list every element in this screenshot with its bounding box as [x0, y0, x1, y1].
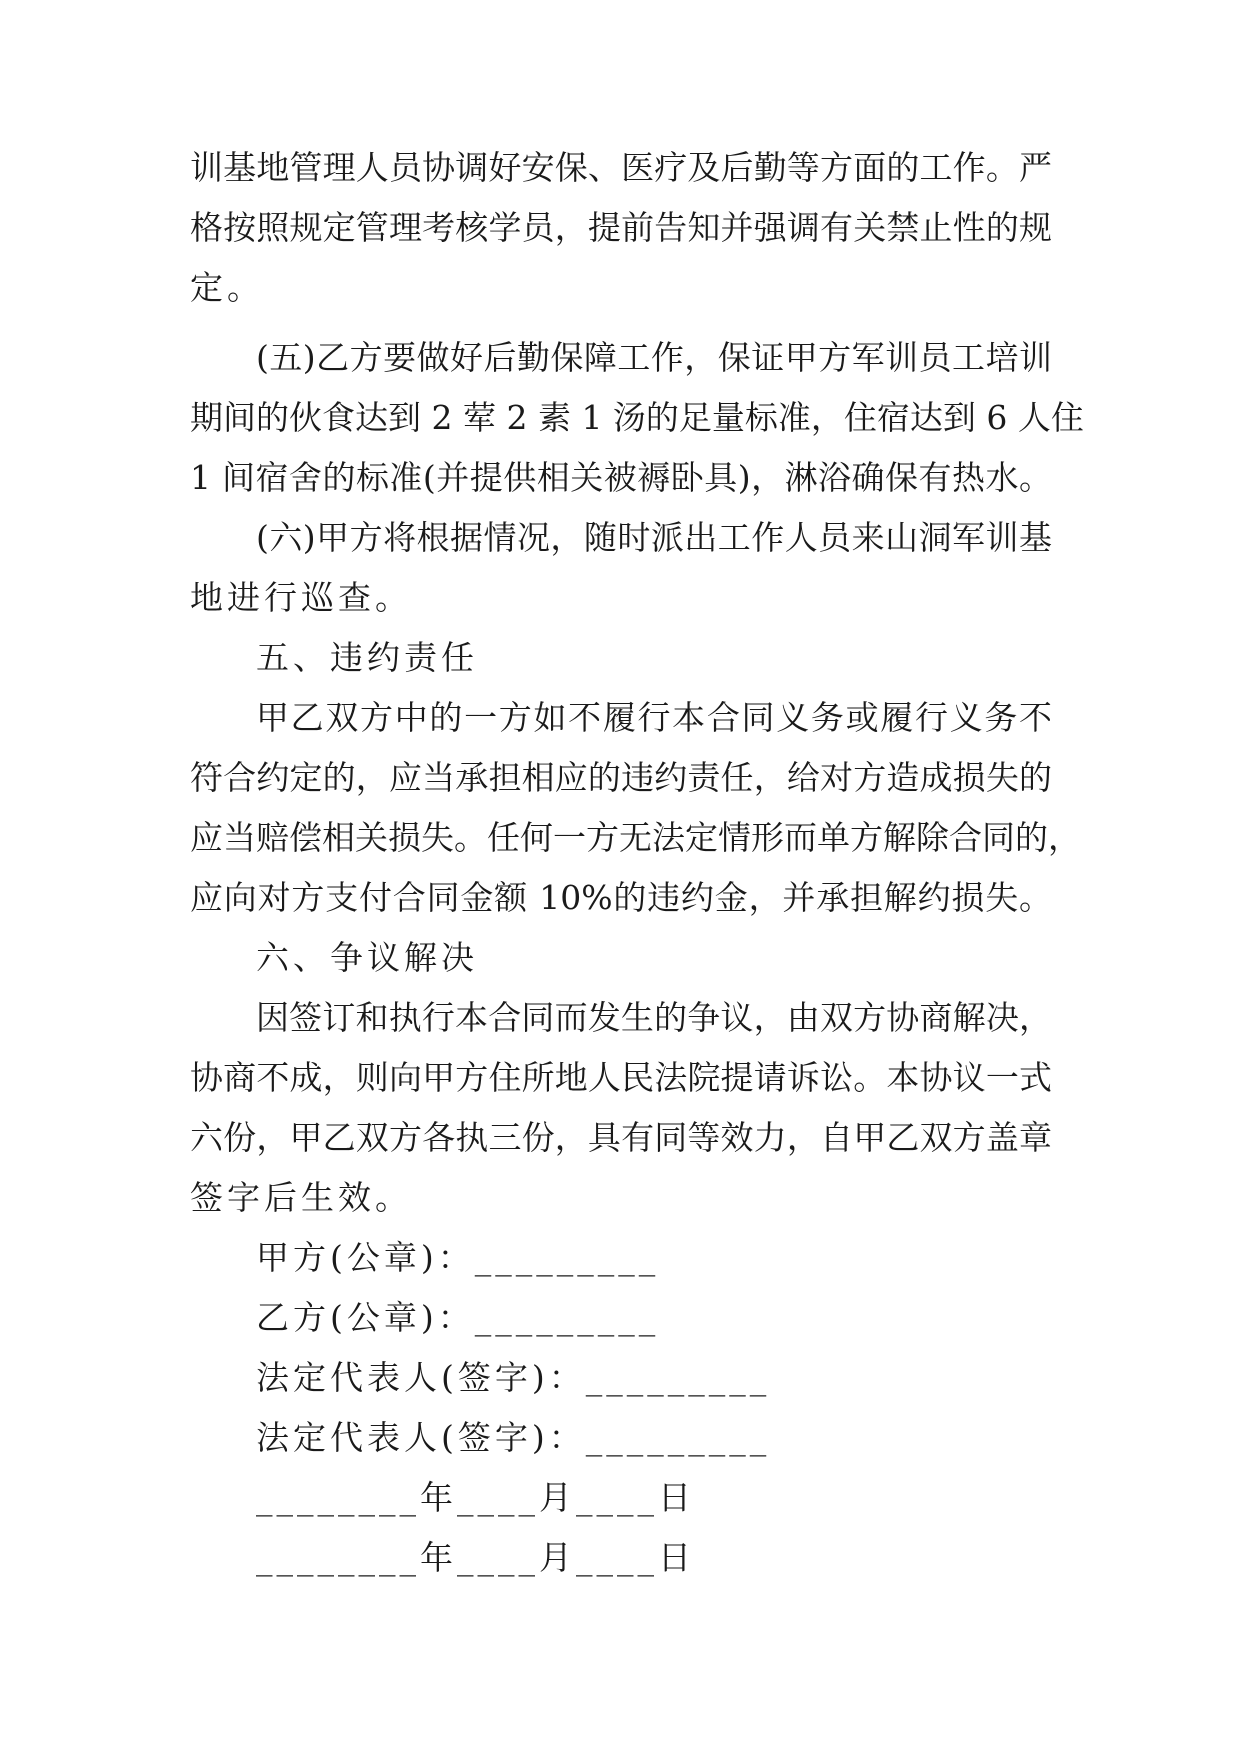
- text-line: 应当赔偿相关损失。任何一方无法定情形而单方解除合同的，: [190, 818, 1081, 857]
- text-line: (六)甲方将根据情况，随时派出工作人员来山洞军训基: [256, 518, 1052, 557]
- signature-legal-rep-b: 法定代表人(签字)：_________: [256, 1418, 771, 1457]
- text-line: 格按照规定管理考核学员，提前告知并强调有关禁止性的规: [190, 208, 1052, 247]
- text-line: 期间的伙食达到 2 荤 2 素 1 汤的足量标准，住宿达到 6 人住: [190, 398, 1084, 437]
- date-line-b: ________年____月____日: [256, 1538, 695, 1577]
- text-line: 训基地管理人员协调好安保、医疗及后勤等方面的工作。严: [190, 148, 1052, 187]
- text-line: 因签订和执行本合同而发生的争议，由双方协商解决，: [256, 998, 1052, 1037]
- text-line: 应向对方支付合同金额 10%的违约金，并承担解约损失。: [190, 878, 1052, 917]
- text-line: 甲乙双方中的一方如不履行本合同义务或履行义务不: [256, 698, 1052, 737]
- text-line: 地进行巡查。: [190, 578, 412, 617]
- text-line: 符合约定的，应当承担相应的违约责任，给对方造成损失的: [190, 758, 1052, 797]
- signature-party-a: 甲方(公章)：_________: [256, 1238, 660, 1277]
- section-heading: 六、争议解决: [256, 938, 478, 977]
- signature-legal-rep-a: 法定代表人(签字)：_________: [256, 1358, 771, 1397]
- text-line: 定。: [190, 268, 264, 307]
- signature-party-b: 乙方(公章)：_________: [256, 1298, 660, 1337]
- text-line: 签字后生效。: [190, 1178, 412, 1217]
- section-heading: 五、违约责任: [256, 638, 478, 677]
- text-line: 协商不成，则向甲方住所地人民法院提请诉讼。本协议一式: [190, 1058, 1052, 1097]
- date-line-a: ________年____月____日: [256, 1478, 695, 1517]
- text-line: 1 间宿舍的标准(并提供相关被褥卧具)，淋浴确保有热水。: [190, 458, 1052, 497]
- text-line: (五)乙方要做好后勤保障工作，保证甲方军训员工培训: [256, 338, 1052, 377]
- text-line: 六份，甲乙双方各执三份，具有同等效力，自甲乙双方盖章: [190, 1118, 1052, 1157]
